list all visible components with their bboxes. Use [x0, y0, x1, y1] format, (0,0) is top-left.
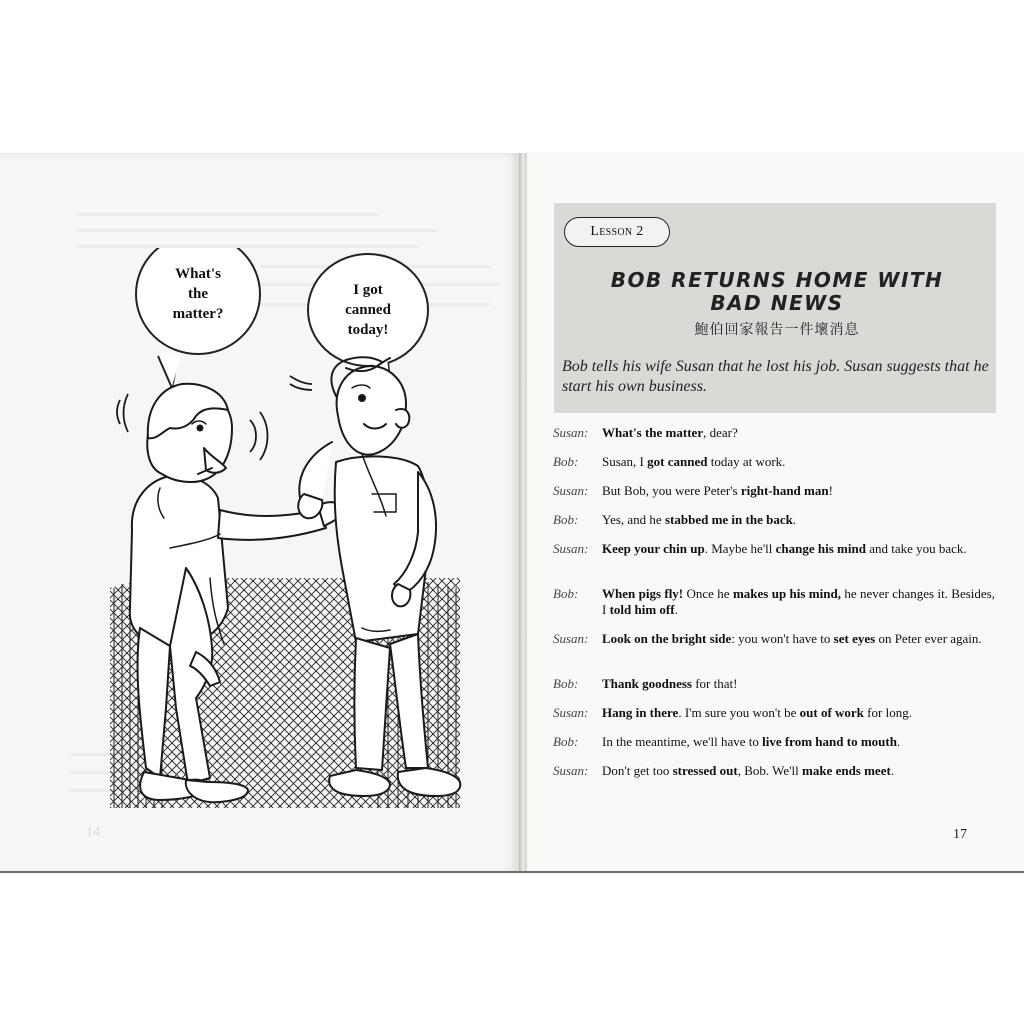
idiom-phrase: Look on the bright side [602, 631, 732, 646]
speaker-name: Bob: [553, 676, 579, 691]
speech-segment: . [896, 734, 901, 749]
speech-text [602, 586, 995, 618]
speech-text [602, 483, 995, 499]
man-bubble-line-3: today! [347, 322, 389, 338]
idiom-phrase: What's the matter [602, 425, 704, 440]
speech-segment: . I'm sure you won't be [678, 705, 800, 720]
speaker-name: Susan: [553, 541, 589, 556]
speech-text [602, 454, 995, 470]
speaker-name: Susan: [553, 705, 589, 720]
idiom-phrase: Keep your chin up [602, 541, 705, 556]
idiom-phrase: got canned [647, 454, 708, 469]
speech-segment: for long. [863, 705, 912, 720]
woman-speech-bubble [136, 248, 260, 388]
right-page [527, 153, 1024, 873]
idiom-phrase: makes up his mind, [732, 586, 841, 601]
speech-segment: he never changes it. Besides, I [602, 586, 995, 617]
idiom-phrase: change his mind [775, 541, 866, 556]
left-page-number-ghost: 14 [86, 825, 100, 840]
idiom-phrase: set eyes [833, 631, 876, 646]
speech-segment: Once he [683, 586, 733, 601]
speech-segment: : you won't have to [731, 631, 834, 646]
idiom-phrase: stressed out [672, 763, 738, 778]
speech-segment: today at work. [707, 454, 786, 469]
speaker-name: Susan: [553, 425, 589, 440]
speech-segment: Susan, I [602, 454, 648, 469]
idiom-phrase: told him off [609, 602, 675, 617]
speech-text [602, 763, 995, 779]
cartoon-illustration [100, 248, 480, 828]
speech-text [602, 631, 995, 647]
speech-text [602, 705, 995, 721]
speech-segment: In the meantime, we'll have to [602, 734, 763, 749]
idiom-phrase: right-hand man [740, 483, 829, 498]
lesson-title [574, 269, 980, 315]
idiom-phrase: When pigs fly! [602, 586, 684, 601]
speech-segment: Don't get too [602, 763, 673, 778]
speech-segment: . [792, 512, 797, 527]
woman-bubble-line-2: the [188, 286, 208, 302]
speech-segment: for that! [691, 676, 738, 691]
speech-text [602, 541, 995, 557]
idiom-phrase: live from hand to mouth [762, 734, 897, 749]
page-bottom-edge [0, 871, 1024, 873]
lesson-summary: Bob tells his wife Susan that he lost his job. Susan suggests that he start his own business. [562, 358, 989, 395]
speaker-name: Susan: [553, 763, 589, 778]
speech-text [602, 425, 995, 441]
idiom-phrase: Hang in there [602, 705, 679, 720]
speaker-name: Bob: [553, 512, 579, 527]
left-page [0, 153, 519, 873]
lesson-label: Lesson 2 [564, 217, 670, 247]
speaker-name: Bob: [553, 734, 579, 749]
lesson-title-chinese: 鮑伯回家報告一件壞消息 [694, 322, 860, 338]
speech-segment: But Bob, you were Peter's [602, 483, 741, 498]
man-bubble-line-2: canned [345, 302, 391, 318]
idiom-phrase: out of work [799, 705, 864, 720]
man-bubble-line-1: I got [353, 282, 383, 298]
speech-segment: . [674, 602, 678, 617]
lesson-header-box [554, 203, 996, 413]
speech-segment: Yes, and he [602, 512, 665, 527]
lesson-title-line-2: BAD NEWS [710, 291, 844, 315]
speech-segment: , dear? [703, 425, 738, 440]
speech-segment: . Maybe he'll [704, 541, 776, 556]
speaker-name: Susan: [553, 483, 589, 498]
idiom-phrase: Thank goodness [602, 676, 692, 691]
woman-bubble-line-1: What's [175, 266, 221, 282]
speaker-name: Susan: [553, 631, 589, 646]
lesson-title-line-1: BOB RETURNS HOME WITH [610, 268, 944, 292]
speaker-name: Bob: [553, 586, 579, 601]
speech-text [602, 512, 995, 528]
speaker-name: Bob: [553, 454, 579, 469]
speech-segment: and take you back. [865, 541, 967, 556]
idiom-phrase: stabbed me in the back [664, 512, 793, 527]
speech-segment: , Bob. We'll [737, 763, 802, 778]
book-gutter [519, 153, 527, 873]
speech-segment: . [890, 763, 895, 778]
idiom-phrase: make ends meet [801, 763, 891, 778]
speech-text [602, 676, 995, 692]
book-spread [0, 153, 1024, 873]
speech-segment: on Peter ever again. [875, 631, 982, 646]
woman-bubble-line-3: matter? [172, 306, 224, 322]
speech-text [602, 734, 995, 750]
speech-segment: ! [828, 483, 833, 498]
page-number: 17 [953, 827, 967, 842]
